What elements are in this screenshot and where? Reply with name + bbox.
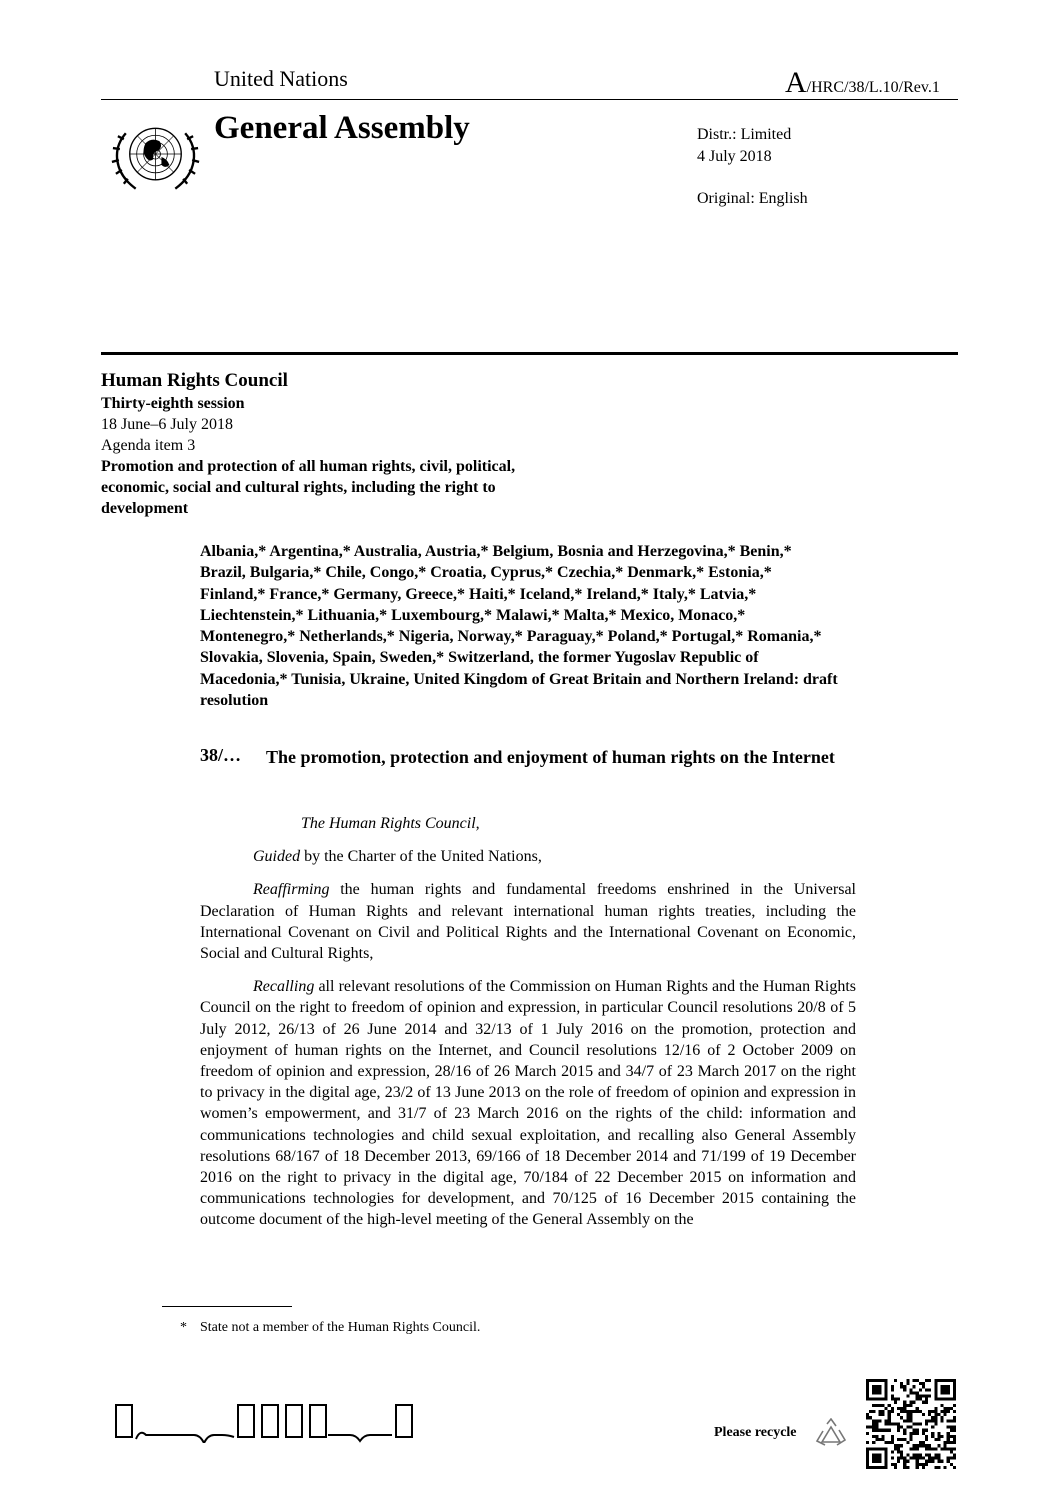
session-dates: 18 June–6 July 2018 (101, 416, 233, 433)
footnote-text: State not a member of the Human Rights Council. (200, 1320, 481, 1335)
recycle-label: Please recycle (714, 1425, 797, 1440)
body-name-title: General Assembly (214, 110, 470, 146)
document-date: 4 July 2018 (697, 148, 772, 165)
recycle-icon (815, 1418, 847, 1448)
council-info (101, 369, 521, 519)
agenda-title: Promotion and protection of all human rights, civil, political, economic, social and cultural rights, including the right to development (101, 458, 516, 517)
footnote-mark: * (180, 1320, 187, 1335)
document-symbol (785, 68, 940, 98)
preamble-paragraph-2: Reaffirming the human rights and fundamental freedoms enshrined in the Universal Declaration of Human Rights and relevant international human rights treaties, including the International Covenant on Civil and Political Rights and the International Covenant on Economic, Social and Cultural Rights, (200, 881, 856, 963)
qr-code-icon (866, 1379, 956, 1469)
barcode-icon (114, 1403, 436, 1443)
section-rule (101, 352, 958, 355)
distribution-block (697, 124, 808, 210)
header-rule (101, 99, 958, 100)
preamble-paragraph-3: Recalling all relevant resolutions of the Commission on Human Rights and the Human Rights Council on the right to freedom of opinion and expression, in particular Council resolutions 20/8 of 5 July 2012, 26/13 of 26 June 2014 and 32/13 of 1 July 2016 on the promotion, protection and enjoyment of human rights on the Internet, and Council resolutions 12/16 of 2 October 2009 on freedom of opinion and expression, 28/16 of 26 March 2015 and 34/7 of 23 March 2017 on the right to privacy in the digital age, 23/2 of 13 June 2013 on the role of freedom of opinion and expression in women’s empowerment, and 31/7 of 23 March 2016 on the rights of the child: information and communications technologies and child sexual exploitation, and recalling also General Assembly resolutions 68/167 of 18 December 2013, 69/166 of 18 December 2014 and 71/199 of 19 December 2016 on the right to privacy in the digital age, 70/184 of 22 December 2015 on information and communications technologies for development, and 70/125 of 16 December 2015 containing the outcome document of the high-level meeting of the General Assembly on the (200, 978, 856, 1229)
symbol-prefix: A (785, 66, 807, 99)
session-name: Thirty-eighth session (101, 395, 245, 412)
organization-name: United Nations (214, 66, 348, 91)
footnote-rule (162, 1306, 292, 1307)
original-language: Original: English (697, 190, 808, 207)
resolution-number: 38/… (200, 745, 242, 765)
distribution-status: Distr.: Limited (697, 126, 792, 143)
preamble-paragraph-1: Guided by the Charter of the United Nations, (253, 848, 542, 866)
un-emblem-icon (106, 113, 205, 199)
resolution-title: The promotion, protection and enjoyment of human rights on the Internet (266, 747, 835, 767)
footnote (180, 1320, 480, 1336)
opening-line: The Human Rights Council, (301, 815, 480, 832)
resolution-body (200, 813, 856, 1243)
symbol-rest: /HRC/38/L.10/Rev.1 (806, 79, 940, 96)
sponsor-list: Albania,* Argentina,* Australia, Austria,* Belgium, Bosnia and Herzegovina,* Benin,* Brazil, Bulgaria,* Chile, Congo,* Croatia, Cyprus,* Czechia,* Denmark,* Estonia,* Finland,* France,* Germany, Greece,* Haiti,* Iceland,* Ireland,* Italy,* Latvia,* Liechtenstein,* Lithuania,* Luxembourg,* Malawi,* Malta,* Mexico, Monaco,* Montenegro,* Netherlands,* Nigeria, Norway,* Paraguay,* Poland,* Portugal,* Romania,* Slovakia, Slovenia, Spain, Sweden,* Switzerland, the former Yugoslav Republic of Macedonia,* Tunisia, Ukraine, United Kingdom of Great Britain and Northern Ireland: draft resolution (200, 543, 838, 710)
agenda-item: Agenda item 3 (101, 437, 196, 454)
council-name: Human Rights Council (101, 370, 288, 391)
